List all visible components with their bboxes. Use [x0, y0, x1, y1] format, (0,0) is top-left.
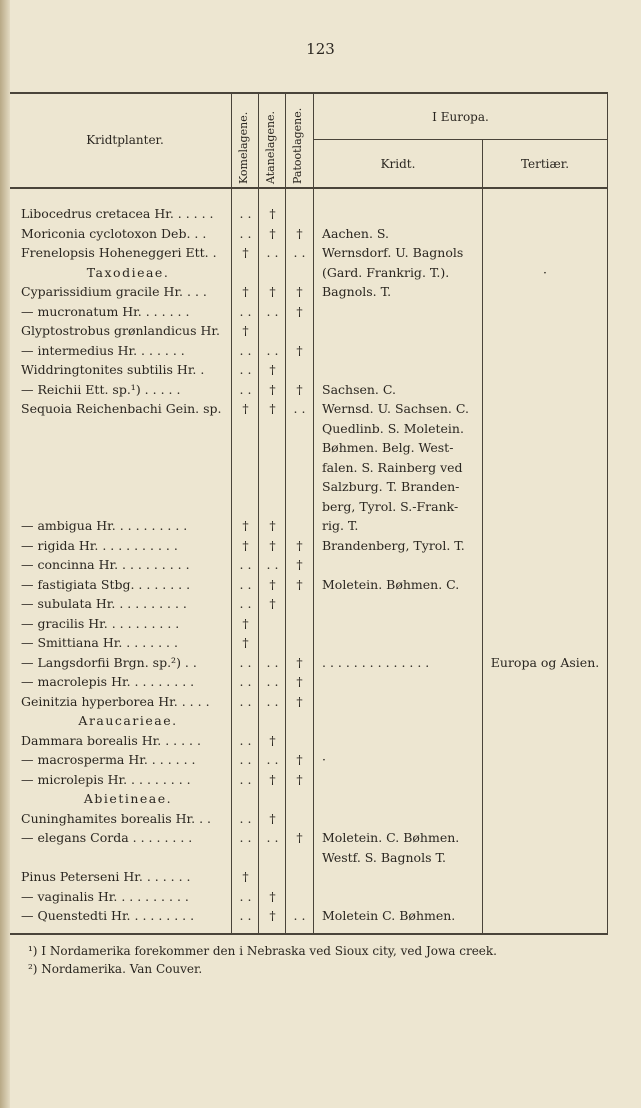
kridt-locality: . . . . . . . . . . . . . .	[322, 654, 430, 670]
tertiaer-locality: Europa og Asien.	[490, 654, 600, 670]
patootlagene-mark: †	[296, 284, 303, 299]
atanelagene-mark: †	[269, 362, 276, 377]
table-row	[0, 905, 641, 927]
patootlagene-mark: †	[296, 537, 303, 553]
species-name: Libocedrus cretacea Hr. . . . . .	[21, 206, 214, 221]
species-name: Abietineae.	[83, 791, 173, 806]
species-name: — concinna Hr. . . . . . . . . .	[21, 557, 190, 572]
patootlagene-mark: †	[296, 225, 303, 241]
komelagene-mark: †	[242, 284, 249, 299]
komelagene-mark: . .	[239, 557, 252, 572]
komelagene-mark: †	[242, 615, 249, 631]
patootlagene-mark: †	[296, 557, 303, 572]
atanelagene-mark: †	[269, 576, 276, 592]
atanelagene-mark: . .	[266, 303, 279, 319]
kridt-locality: ·	[322, 752, 326, 767]
species-name: — macrosperma Hr. . . . . . .	[21, 752, 196, 767]
kridt-locality: Sachsen. C.	[322, 381, 396, 397]
atanelagene-mark: †	[269, 401, 276, 416]
patootlagene-mark: †	[296, 674, 303, 689]
atanelagene-mark: †	[269, 810, 276, 826]
komelagene-mark: . .	[239, 908, 252, 923]
komelagene-mark: †	[242, 245, 249, 260]
komelagene-mark: . .	[239, 732, 252, 748]
species-name: Araucarieae.	[78, 713, 178, 728]
atanelagene-mark: . .	[266, 830, 279, 845]
patootlagene-mark: †	[296, 771, 303, 787]
kridt-locality: Salzburg. T. Branden-	[322, 479, 460, 494]
komelagene-mark: . .	[239, 771, 252, 787]
species-name: — intermedius Hr. . . . . . .	[21, 342, 185, 358]
komelagene-mark: †	[242, 323, 249, 338]
species-name: Cyparissidium gracile Hr. . . .	[21, 284, 207, 299]
species-name: Sequoia Reichenbachi Gein. sp.	[21, 401, 222, 416]
atanelagene-mark: †	[269, 381, 276, 397]
komelagene-mark: . .	[239, 303, 252, 319]
komelagene-mark: †	[242, 635, 249, 650]
species-name: — rigida Hr. . . . . . . . . . .	[21, 537, 178, 553]
patootlagene-mark: . .	[293, 401, 306, 416]
komelagene-mark: †	[242, 518, 249, 533]
kridt-locality: Moletein. C. Bøhmen.	[322, 830, 460, 845]
komelagene-mark: . .	[239, 752, 252, 767]
species-name: — subulata Hr. . . . . . . . . .	[21, 596, 187, 611]
kridt-locality: berg, Tyrol. S.-Frank-	[322, 498, 459, 514]
atanelagene-mark: †	[269, 225, 276, 241]
kridt-locality: Moletein. Bøhmen. C.	[322, 576, 460, 592]
patootlagene-mark: †	[296, 752, 303, 767]
footnote-1: ¹) I Nordamerika forekommer den i Nebraska ved Sioux city, ved Jowa creek.	[28, 944, 497, 958]
komelagene-mark: . .	[239, 888, 252, 904]
atanelagene-mark: †	[269, 908, 276, 923]
species-name: Taxodieae.	[86, 264, 170, 280]
header-patootlagene: Patootlagene.	[291, 107, 304, 184]
species-name: — fastigiata Stbg. . . . . . . .	[21, 576, 191, 592]
page-number: 123	[306, 40, 335, 58]
komelagene-mark: . .	[239, 654, 252, 670]
kridt-locality: Brandenberg, Tyrol. T.	[322, 537, 465, 553]
atanelagene-mark: †	[269, 596, 276, 611]
species-name: Widdringtonites subtilis Hr. .	[21, 362, 205, 377]
komelagene-mark: . .	[239, 576, 252, 592]
kridt-locality: Wernsd. U. Sachsen. C.	[322, 401, 469, 416]
footnote-2: ²) Nordamerika. Van Couver.	[28, 962, 203, 976]
atanelagene-mark: †	[269, 771, 276, 787]
atanelagene-mark: †	[269, 518, 276, 533]
patootlagene-mark: . .	[293, 245, 306, 260]
kridt-locality: (Gard. Frankrig. T.).	[322, 264, 450, 280]
kridt-locality: rig. T.	[322, 518, 359, 533]
kridt-locality: Wernsdorf. U. Bagnols	[322, 245, 464, 260]
patootlagene-mark: †	[296, 576, 303, 592]
atanelagene-mark: †	[269, 284, 276, 299]
tertiaer-locality: ·	[543, 264, 547, 280]
header-atanelagene: Atanelagene.	[264, 110, 277, 184]
atanelagene-mark: . .	[266, 342, 279, 358]
atanelagene-mark: . .	[266, 557, 279, 572]
komelagene-mark: . .	[239, 596, 252, 611]
atanelagene-mark: †	[269, 732, 276, 748]
atanelagene-mark: †	[269, 888, 276, 904]
species-name: — mucronatum Hr. . . . . . .	[21, 303, 190, 319]
atanelagene-mark: †	[269, 206, 276, 221]
header-tertiaer: Tertiær.	[520, 157, 570, 171]
species-name: — macrolepis Hr. . . . . . . . .	[21, 674, 195, 689]
species-name: — elegans Corda . . . . . . . .	[21, 830, 193, 845]
komelagene-mark: . .	[239, 342, 252, 358]
komelagene-mark: . .	[239, 381, 252, 397]
header-kridtplanter: Kridtplanter.	[86, 133, 164, 147]
species-name: Cuninghamites borealis Hr. . .	[21, 810, 211, 826]
table-bottom-rule	[10, 933, 608, 935]
atanelagene-mark: . .	[266, 752, 279, 767]
species-name: Pinus Peterseni Hr. . . . . . .	[21, 869, 191, 884]
species-name: — Langsdorfii Brgn. sp.²) . .	[21, 654, 197, 670]
header-komelagene: Komelagene.	[237, 111, 250, 184]
atanelagene-mark: †	[269, 537, 276, 553]
komelagene-mark: . .	[239, 225, 252, 241]
komelagene-mark: . .	[239, 362, 252, 377]
species-name: Dammara borealis Hr. . . . . .	[21, 732, 201, 748]
komelagene-mark: . .	[239, 693, 252, 709]
kridt-locality: Westf. S. Bagnols T.	[322, 849, 446, 865]
kridt-locality: Bagnols. T.	[322, 284, 392, 299]
kridt-locality: falen. S. Rainberg ved	[322, 459, 463, 475]
atanelagene-mark: . .	[266, 674, 279, 689]
komelagene-mark: †	[242, 537, 249, 553]
species-name: — ambigua Hr. . . . . . . . . .	[21, 518, 188, 533]
header-kridt: Kridt.	[380, 157, 416, 171]
patootlagene-mark: . .	[293, 908, 306, 923]
species-name: — Reichii Ett. sp.¹) . . . . .	[21, 381, 181, 397]
patootlagene-mark: †	[296, 303, 303, 319]
patootlagene-mark: †	[296, 342, 303, 358]
europa-sub-rule	[314, 139, 608, 140]
patootlagene-mark: †	[296, 654, 303, 670]
species-name: Moriconia cyclotoxon Deb. . .	[21, 225, 207, 241]
table-top-rule	[10, 92, 608, 94]
atanelagene-mark: . .	[266, 245, 279, 260]
komelagene-mark: . .	[239, 206, 252, 221]
species-name: — microlepis Hr. . . . . . . . .	[21, 771, 191, 787]
species-name: — Smittiana Hr. . . . . . . .	[21, 635, 178, 650]
kridt-locality: Quedlinb. S. Moletein.	[322, 420, 464, 436]
patootlagene-mark: †	[296, 693, 303, 709]
species-name: — gracilis Hr. . . . . . . . . .	[21, 615, 180, 631]
komelagene-mark: . .	[239, 810, 252, 826]
kridt-locality: Moletein C. Bøhmen.	[322, 908, 456, 923]
kridt-locality: Bøhmen. Belg. West-	[322, 440, 454, 455]
species-name: — Quenstedti Hr. . . . . . . . .	[21, 908, 195, 923]
species-name: — vaginalis Hr. . . . . . . . . .	[21, 888, 189, 904]
komelagene-mark: †	[242, 401, 249, 416]
header-bottom-rule	[10, 187, 608, 189]
komelagene-mark: . .	[239, 830, 252, 845]
species-name: Glyptostrobus grønlandicus Hr.	[21, 323, 220, 338]
species-name: Geinitzia hyperborea Hr. . . . .	[21, 693, 210, 709]
komelagene-mark: †	[242, 869, 249, 884]
header-europa: I Europa.	[432, 110, 489, 124]
komelagene-mark: . .	[239, 674, 252, 689]
species-name: Frenelopsis Hoheneggeri Ett. .	[21, 245, 217, 260]
patootlagene-mark: †	[296, 830, 303, 845]
patootlagene-mark: †	[296, 381, 303, 397]
atanelagene-mark: . .	[266, 693, 279, 709]
kridt-locality: Aachen. S.	[322, 225, 390, 241]
atanelagene-mark: . .	[266, 654, 279, 670]
